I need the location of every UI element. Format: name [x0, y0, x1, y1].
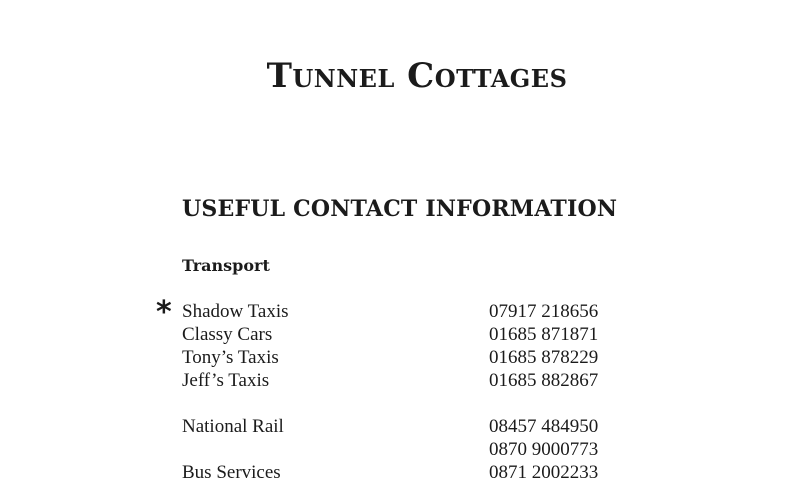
- contact-list: [156, 295, 602, 484]
- contact-name: Jeff’s Taxis: [182, 370, 270, 391]
- contact-row: [182, 461, 602, 484]
- contact-row: [156, 295, 602, 330]
- asterisk-icon: *: [156, 295, 172, 330]
- contact-phone: 0870 9000773: [489, 439, 599, 460]
- contact-phone: 01685 882867: [489, 370, 599, 391]
- contact-phone: 0871 2002233: [489, 462, 599, 483]
- contact-row: [182, 323, 602, 346]
- contact-row: [182, 369, 602, 392]
- page-title: Tunnel Cottages: [266, 56, 568, 96]
- contact-phone: 01685 878229: [489, 347, 599, 368]
- contact-name: Shadow Taxis: [182, 301, 289, 322]
- contact-name: National Rail: [182, 416, 284, 437]
- contact-row: [182, 346, 602, 369]
- contact-name: Tony’s Taxis: [182, 347, 279, 368]
- contact-row: [182, 415, 602, 438]
- section-heading: USEFUL CONTACT INFORMATION: [182, 196, 618, 222]
- contact-row: [182, 438, 602, 461]
- subheading-transport: Transport: [182, 256, 270, 275]
- contact-phone: 08457 484950: [489, 416, 599, 437]
- contact-phone: 01685 871871: [489, 324, 599, 345]
- contact-name: Bus Services: [182, 462, 281, 483]
- contact-phone: 07917 218656: [489, 301, 599, 322]
- contact-name: Classy Cars: [182, 324, 273, 345]
